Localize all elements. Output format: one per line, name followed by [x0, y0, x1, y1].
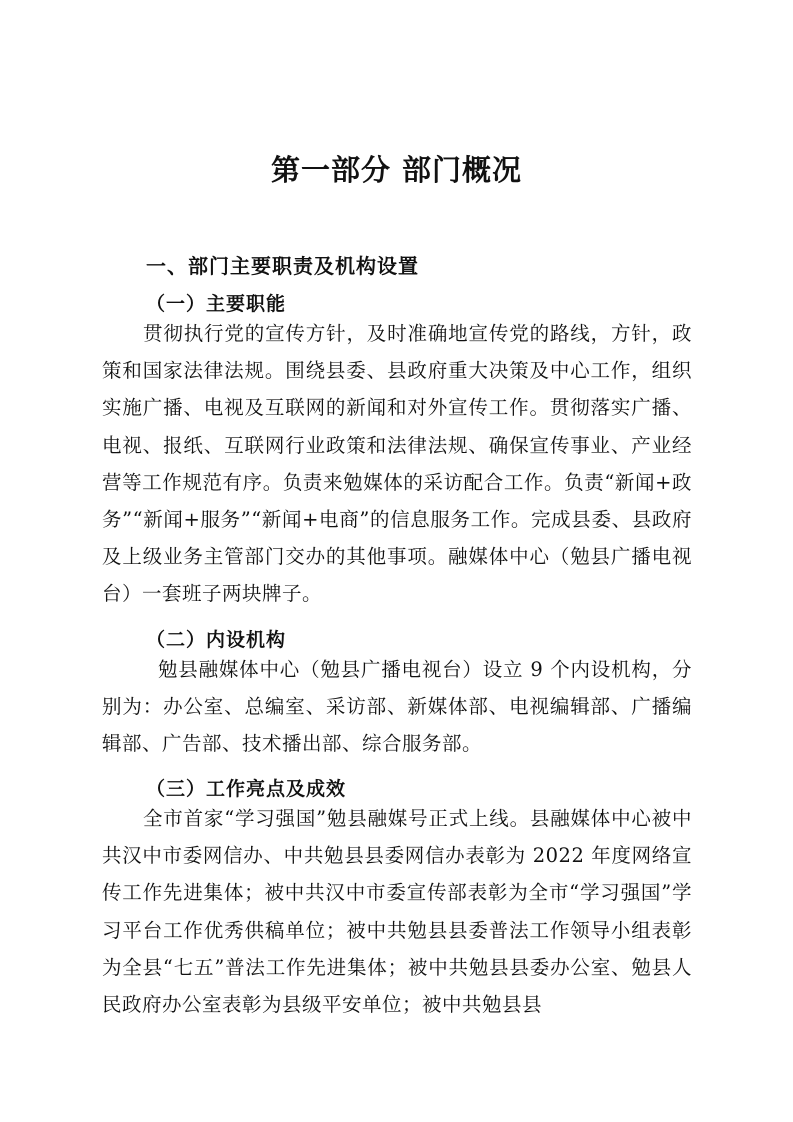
- subsection-heading-main-functions: （一）主要职能: [146, 293, 287, 315]
- subsection-heading-achievements: （三）工作亮点及成效: [146, 778, 347, 800]
- paragraph-main-functions: 贯彻执行党的宣传方针，及时准确地宣传党的路线，方针，政策和国家法律法规。围绕县委、县政府重大决策及中心工作，组织实施广播、电视及互联网的新闻和对外宣传工作。贯彻落实广播、电视、报纸、互联网行业政策和法律法规、确保宣传事业、产业经营等工作规范有序。负责来勉媒体的采访配合工作。负责“新闻+政务”“新闻+服务”“新闻+电商”的信息服务工作。完成县委、县政府及上级业务主管部门交办的其他事项。融媒体中心（勉县广播电视台）一套班子两块牌子。: [102, 322, 692, 606]
- section-heading-duties-structure: 一、部门主要职责及机构设置: [146, 254, 419, 278]
- subsection-heading-internal-departments: （二）内设机构: [146, 629, 287, 651]
- paragraph-achievements: 全市首家“学习强国”勉县融媒号正式上线。县融媒体中心被中共汉中市委网信办、中共勉县县委网信办表彰为 2022 年度网络宣传工作先进集体；被中共汉中市委宣传部表彰为全市“学习强国”学习平台工作优秀供稿单位；被中共勉县县委普法工作领导小组表彰为全县“七五”普法工作先进集体；被中共勉县县委办公室、勉县人民政府办公室表彰为县级平安单位；被中共勉县县: [102, 807, 692, 1017]
- paragraph-internal-departments: 勉县融媒体中心（勉县广播电视台）设立 9 个内设机构，分别为：办公室、总编室、采访部、新媒体部、电视编辑部、广播编辑部、广告部、技术播出部、综合服务部。: [102, 658, 692, 756]
- page-title: 第一部分 部门概况: [270, 153, 523, 187]
